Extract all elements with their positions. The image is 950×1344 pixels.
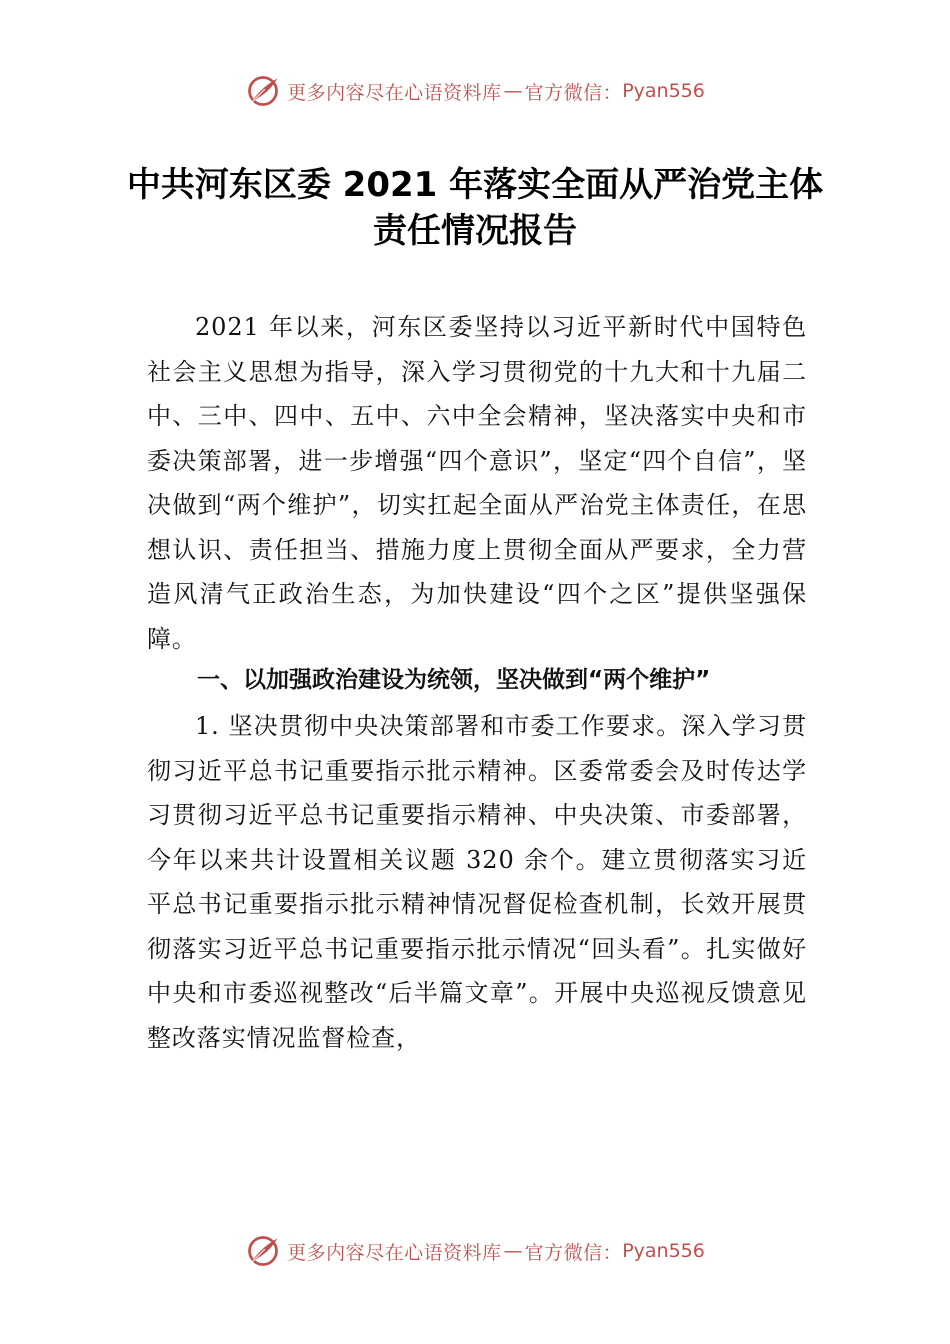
banner-wechat-id: Pyan556 [622, 1240, 705, 1262]
banner-official-label: 官方微信： [524, 1241, 623, 1264]
feather-logo-icon [245, 1233, 281, 1269]
document-title: 中共河东区委 2021 年落实全面从严治党主体责任情况报告 [126, 165, 824, 251]
paragraph-item-1: 1. 坚决贯彻中央决策部署和市委工作要求。深入学习贯彻习近平总书记重要指示批示精神。区委常委会及时传达学习贯彻习近平总书记重要指示精神、中央决策、市委部署，今年以来共计设置相关议题 320 余个。建立贯彻落实习近平总书记重要指示批示精神情况督促检查机制，长效开展贯彻落实习近平总书记重要指示批示情况“回头看”。扎实做好中央和市委巡视整改“后半篇文章”。开展中央巡视反馈意见整改落实情况监督检查， [147, 712, 807, 1052]
header-banner [0, 66, 950, 116]
banner-text: 更多内容尽在心语资料库 [287, 1241, 502, 1264]
section-heading: 一、以加强政治建设为统领，坚决做到“两个维护” [197, 667, 711, 693]
banner-separator: — [503, 80, 523, 102]
banner-separator: — [503, 1240, 523, 1262]
banner-official-label: 官方微信： [524, 81, 623, 104]
banner-text: 更多内容尽在心语资料库 [287, 81, 502, 104]
footer-banner [0, 1226, 950, 1276]
paragraph-intro: 2021 年以来，河东区委坚持以习近平新时代中国特色社会主义思想为指导，深入学习贯彻党的十九大和十九届二中、三中、四中、五中、六中全会精神，坚决落实中央和市委决策部署，进一步增强“四个意识”，坚定“四个自信”，坚决做到“两个维护”，切实扛起全面从严治党主体责任，在思想认识、责任担当、措施力度上贯彻全面从严要求，全力营造风清气正政治生态，为加快建设“四个之区”提供坚强保障。 [147, 313, 807, 653]
feather-logo-icon [245, 73, 281, 109]
banner-wechat-id: Pyan556 [622, 80, 705, 102]
